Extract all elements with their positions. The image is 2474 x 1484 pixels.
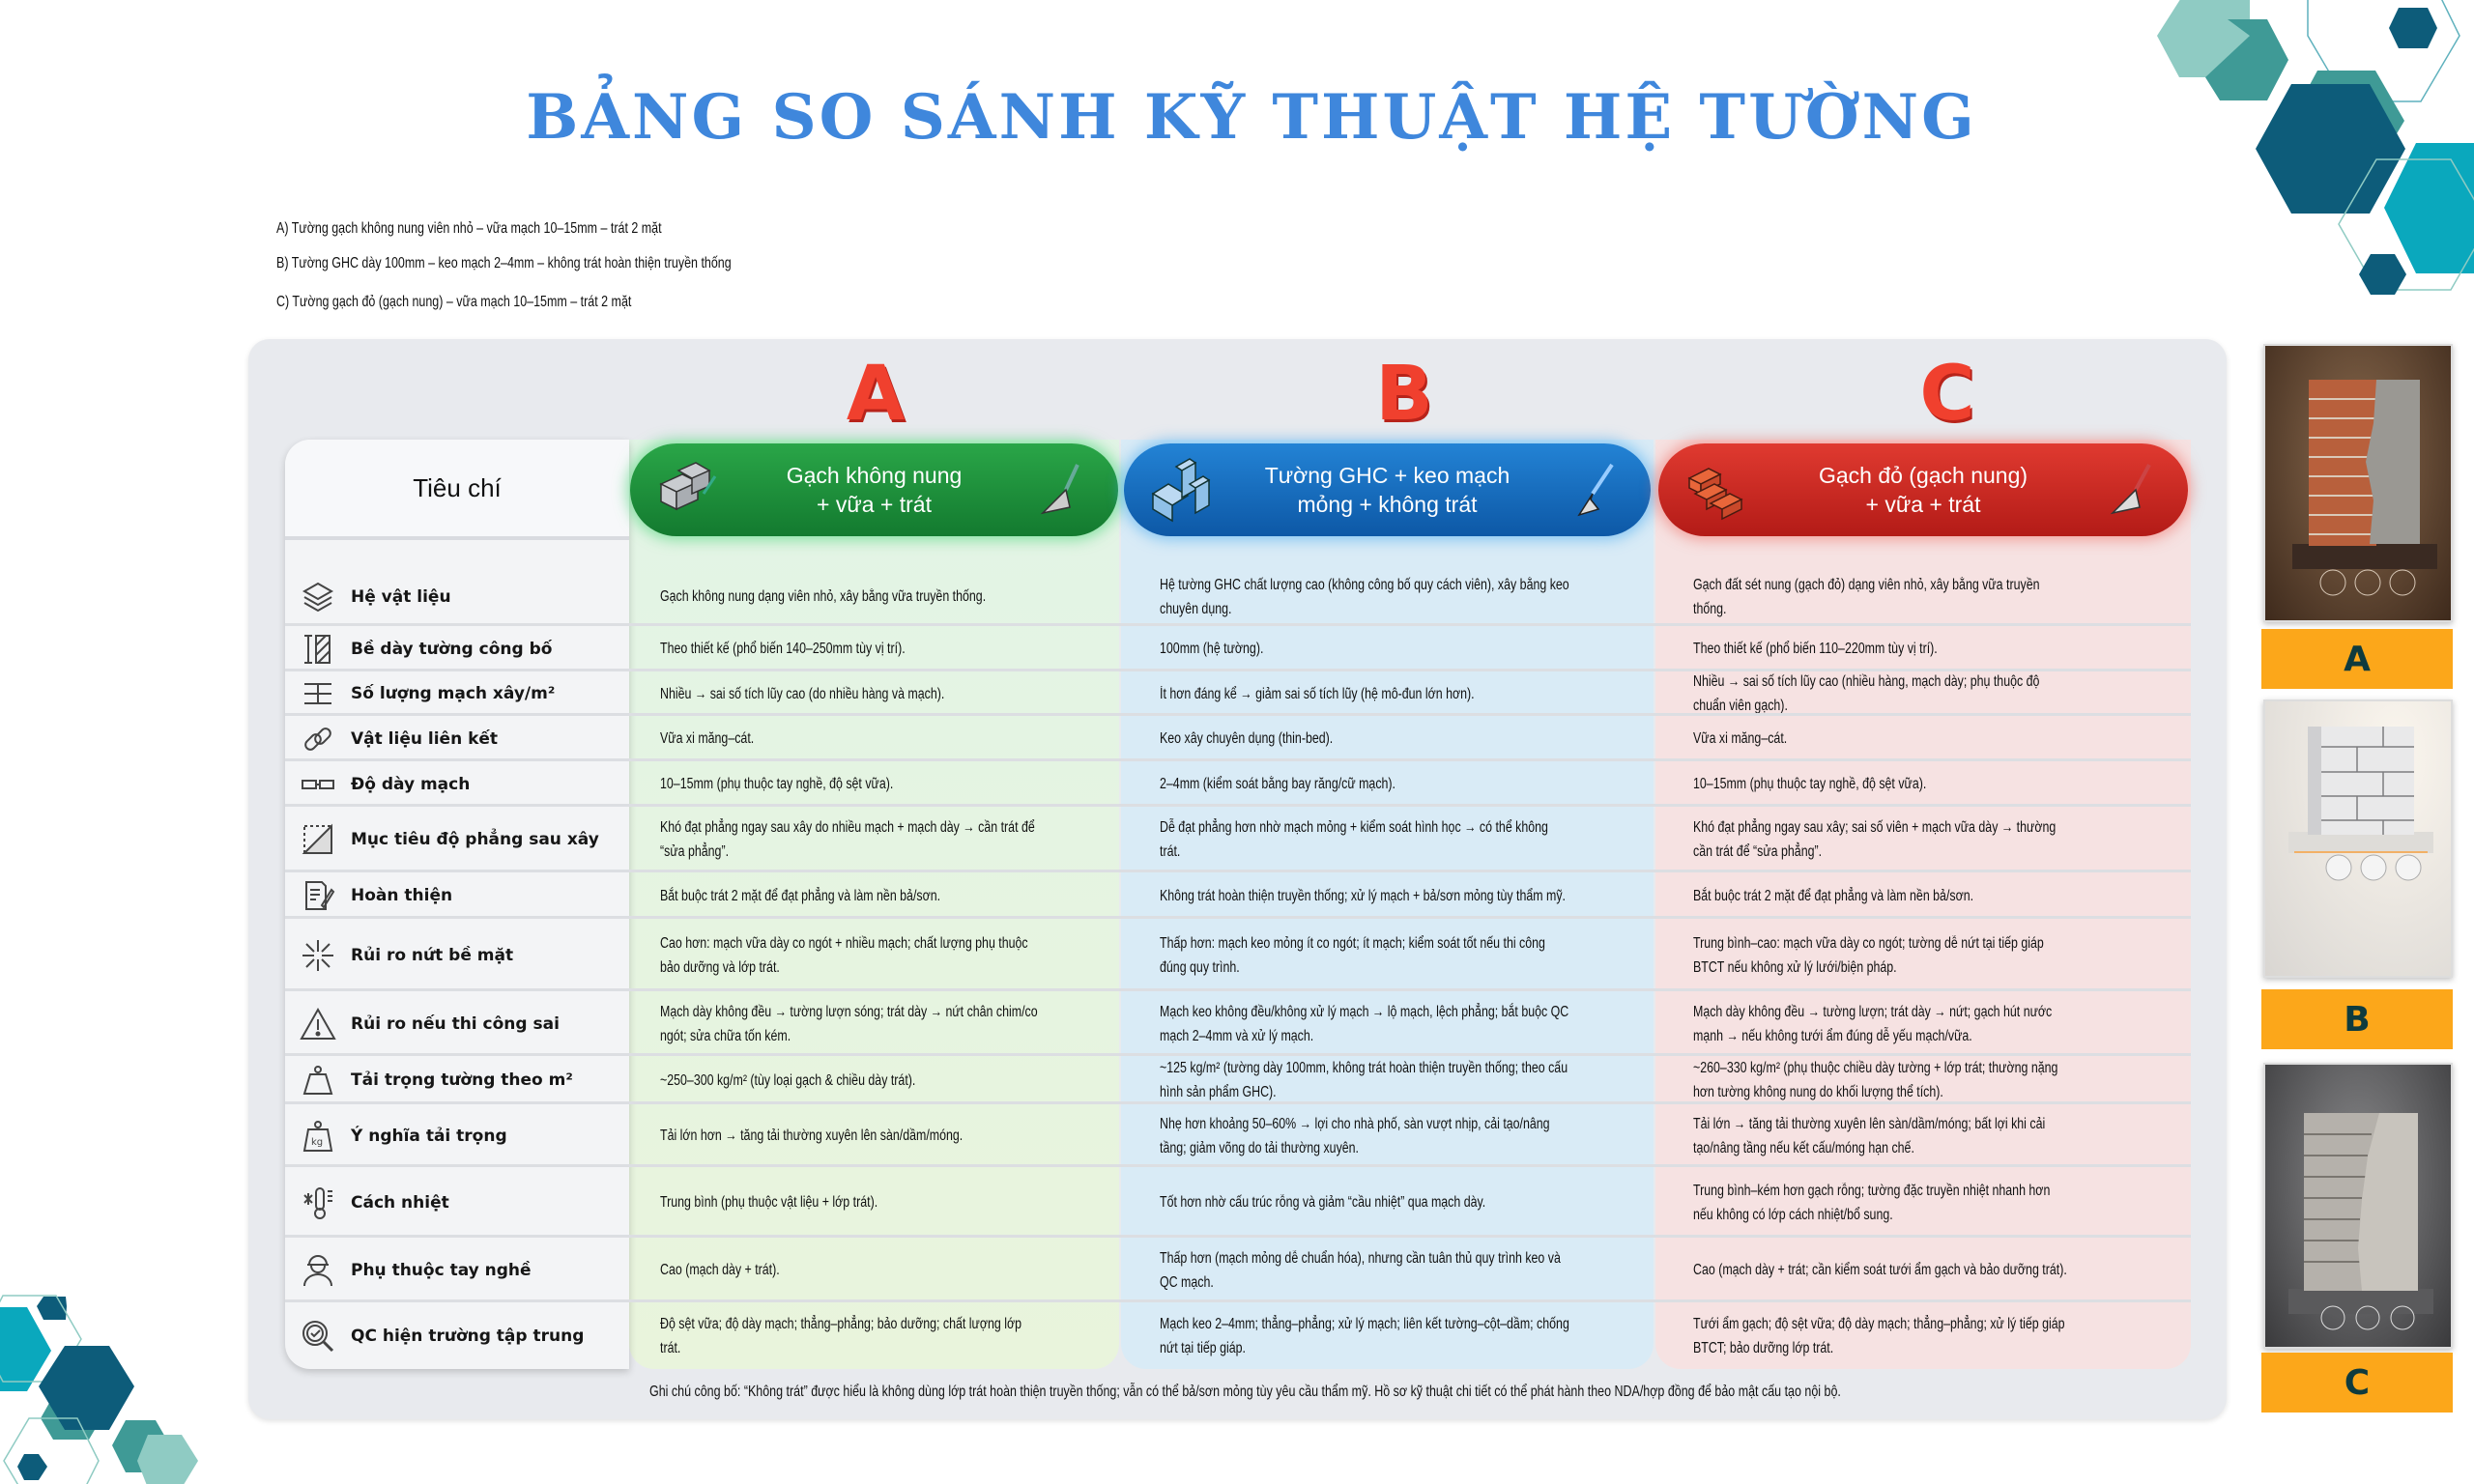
criteria-label: Tải trọng tường theo m²: [351, 1070, 573, 1090]
joint-grid-icon: [297, 672, 339, 715]
value-a: Cao (mạch dày + trát).: [660, 1262, 780, 1278]
table-row: [285, 1299, 2191, 1370]
table-row: [285, 758, 2191, 807]
value-c: Theo thiết kế (phổ biến 110–220mm tùy vị trí).: [1693, 641, 1938, 657]
column-header-c: [1658, 443, 2188, 536]
wall-image-b: [2263, 699, 2453, 978]
column-letter-b: B: [1375, 351, 1433, 438]
crack-burst-icon: [297, 934, 339, 977]
column-letter-a: A: [846, 351, 906, 438]
wall-thickness-icon: [297, 628, 339, 671]
flatness-icon: [297, 818, 339, 861]
weight-icon: [297, 1059, 339, 1101]
magnifier-check-icon: [297, 1315, 339, 1357]
column-a-title-line1: Gạch không nung: [786, 463, 963, 488]
notched-trowel-icon: [1569, 461, 1618, 519]
badge-b: B: [2261, 989, 2453, 1049]
criteria-label: Hệ vật liệu: [351, 586, 451, 607]
column-c-title-line1: Gạch đỏ (gạch nung): [1818, 463, 2028, 488]
table-row: [285, 1053, 2191, 1104]
block-wall-cracked-illustration: [2265, 1065, 2451, 1347]
criteria-label: Rủi ro nếu thi công sai: [351, 1013, 560, 1034]
badge-c: C: [2261, 1353, 2453, 1413]
legend-item-a: A) Tường gạch không nung viên nhỏ – vữa mạch 10–15mm – trát 2 mặt: [276, 220, 662, 237]
wall-image-a: [2263, 344, 2453, 622]
value-a: Trung bình (phụ thuộc vật liệu + lớp trát).: [660, 1194, 878, 1211]
value-a: ~250–300 kg/m² (tùy loại gạch & chiều dày trát).: [660, 1071, 916, 1089]
value-c: Nhiều → sai số tích lũy cao (nhiều hàng, mạch dày; phụ thuộc độ chuẩn viên gạch).: [1693, 673, 2040, 714]
value-a: Khó đạt phẳng ngay sau xây do nhiều mạch + mạch dày → cần trát để “sửa phẳng”.: [660, 819, 1035, 860]
trowel-icon: [2107, 461, 2155, 519]
table-row: [285, 713, 2191, 761]
value-b: ~125 kg/m² (tường dày 100mm, không trát hoàn thiện truyền thống; theo cấu hình sản phẩm GHC).: [1160, 1060, 1568, 1100]
table-row: [285, 1101, 2191, 1167]
table-row: [285, 570, 2191, 623]
criteria-label: Ý nghĩa tải trọng: [351, 1126, 507, 1146]
value-c: Trung bình–kém hơn gạch rỗng; tường đặc truyền nhiệt nhanh hơn nếu không có lớp cách nhiệt/bổ sung.: [1693, 1182, 2051, 1223]
warning-icon: [297, 1003, 339, 1045]
table-row: [285, 988, 2191, 1056]
value-b: Tốt hơn nhờ cấu trúc rỗng và giảm “cầu nhiệt” qua mạch dày.: [1160, 1194, 1486, 1211]
thermometer-icon: [297, 1182, 339, 1224]
value-c: Mạch dày không đều → tường lượn; trát dày → nứt; gạch hút nước mạnh → nếu không tưới ẩm đúng dễ yếu mạch/vữa.: [1693, 1003, 2053, 1044]
value-c: 10–15mm (phụ thuộc tay nghề, độ sệt vữa).: [1693, 776, 1927, 792]
hexagon-decoration-top-right: [2126, 0, 2474, 309]
column-header-b: [1124, 443, 1651, 536]
concrete-blocks-icon: [653, 455, 723, 525]
value-b: Thấp hơn: mạch keo mỏng ít co ngót; ít mạch; kiểm soát tốt nếu thi công đúng quy trình.: [1160, 934, 1545, 976]
value-b: Dễ đạt phẳng hơn nhờ mạch mỏng + kiểm soát hình học → có thể không trát.: [1160, 819, 1548, 860]
criteria-label: Rủi ro nứt bề mặt: [351, 945, 514, 965]
page-title: BẢNG SO SÁNH KỸ THUẬT HỆ TƯỜNG: [526, 81, 1977, 154]
criteria-label: Bề dày tường công bố: [351, 639, 553, 659]
finish-edit-icon: [297, 874, 339, 917]
aac-blocks-icon: [1147, 455, 1217, 525]
criteria-label: Số lượng mạch xây/m²: [351, 684, 556, 703]
table-row: [285, 1235, 2191, 1302]
criteria-header: Tiêu chí: [285, 440, 629, 540]
value-a: Theo thiết kế (phổ biến 140–250mm tùy vị trí).: [660, 641, 906, 657]
value-b: Hệ tường GHC chất lượng cao (không công bố quy cách viên), xây bằng keo chuyên dụng.: [1160, 576, 1569, 617]
value-b: 100mm (hệ tường).: [1160, 641, 1264, 657]
table-row: [285, 804, 2191, 872]
value-c: Tải lớn → tăng tải thường xuyên lên sàn/dầm/móng; bất lợi khi cải tạo/nâng tầng nếu kết cấu/móng hạn chế.: [1693, 1115, 2046, 1156]
column-a-title-line2: + vữa + trát: [817, 492, 932, 517]
table-row: [285, 870, 2191, 919]
trowel-icon: [1037, 461, 1085, 519]
value-b: Thấp hơn (mạch mỏng dễ chuẩn hóa), nhưng cần tuân thủ quy trình keo và QC mạch.: [1160, 1249, 1561, 1291]
value-a: Bắt buộc trát 2 mặt để đạt phẳng và làm nền bả/sơn.: [660, 887, 941, 904]
footnote: Ghi chú công bố: “Không trát” được hiểu là không dùng lớp trát hoàn thiện truyền thống; vẫn có thể bả/sơn mỏng tùy yêu cầu thẩm mỹ. Hồ sơ kỹ thuật chi tiết có thể phát hành theo NDA/hợp đồng để bảo mật cấu tạo nội bộ.: [649, 1384, 1841, 1400]
value-c: Tưới ẩm gạch; độ sệt vữa; độ dày mạch; thẳng–phẳng; xử lý tiếp giáp BTCT; bảo dưỡng lớp trát.: [1693, 1316, 2065, 1356]
value-b: Mạch keo không đều/không xử lý mạch → lộ mạch, lệch phẳng; bắt buộc QC mạch 2–4mm và xử lý mạch.: [1160, 1003, 1569, 1044]
column-b-title-line2: mỏng + không trát: [1297, 492, 1478, 517]
value-a: Cao hơn: mạch vữa dày co ngót + nhiều mạch; chất lượng phụ thuộc bảo dưỡng và lớp trát.: [660, 934, 1028, 976]
value-a: 10–15mm (phụ thuộc tay nghề, độ sệt vữa).: [660, 776, 894, 792]
system-legend: [276, 214, 732, 323]
value-c: Khó đạt phẳng ngay sau xây; sai số viên + mạch vữa dày → thường cần trát để “sửa phẳng”.: [1693, 819, 2057, 860]
red-bricks-icon: [1682, 455, 1751, 525]
value-c: Bắt buộc trát 2 mặt để đạt phẳng và làm nền bả/sơn.: [1693, 887, 1974, 904]
table-row: [285, 916, 2191, 991]
column-header-a: [630, 443, 1118, 536]
criteria-label: QC hiện trường tập trung: [351, 1327, 585, 1346]
criteria-label: Mục tiêu độ phẳng sau xây: [351, 830, 599, 849]
layers-icon: [297, 576, 339, 618]
value-b: 2–4mm (kiểm soát bằng bay răng/cữ mạch).: [1160, 776, 1396, 792]
value-c: Trung bình–cao: mạch vữa dày co ngót; tường dễ nứt tại tiếp giáp BTCT nếu không xử lý lưới/biện pháp.: [1693, 934, 2044, 976]
value-b: Không trát hoàn thiện truyền thống; xử lý mạch + bả/sơn mỏng tùy thẩm mỹ.: [1160, 887, 1567, 904]
legend-item-c: C) Tường gạch đỏ (gạch nung) – vữa mạch 10–15mm – trát 2 mặt: [276, 294, 632, 310]
value-c: Gạch đất sét nung (gạch đỏ) dạng viên nhỏ, xây bằng vữa truyền thống.: [1693, 576, 2040, 617]
table-row: [285, 1164, 2191, 1238]
column-c-title-line2: + vữa + trát: [1865, 492, 1981, 517]
column-b-title-line1: Tường GHC + keo mạch: [1264, 463, 1510, 488]
table-row: [285, 669, 2191, 716]
value-a: Mạch dày không đều → tường lượn sóng; trát dày → nứt chân chim/co ngót; sửa chữa tốn kém.: [660, 1003, 1038, 1044]
value-a: Vữa xi măng–cát.: [660, 730, 755, 747]
value-b: Keo xây chuyên dụng (thin-bed).: [1160, 730, 1334, 747]
criteria-label: Cách nhiệt: [351, 1192, 449, 1213]
aac-block-wall-illustration: [2265, 701, 2451, 976]
value-c: Cao (mạch dày + trát; cần kiểm soát tưới ẩm gạch và bảo dưỡng trát).: [1693, 1262, 2067, 1278]
brick-wall-illustration: [2265, 346, 2451, 620]
value-a: Gạch không nung dạng viên nhỏ, xây bằng vữa truyền thống.: [660, 588, 987, 605]
hexagon-decoration-bottom-left: [0, 1256, 232, 1484]
value-a: Độ sệt vữa; độ dày mạch; thẳng–phẳng; bảo dưỡng; chất lượng lớp trát.: [660, 1316, 1021, 1356]
criteria-label: Độ dày mạch: [351, 774, 471, 794]
wall-image-c: [2263, 1063, 2453, 1349]
criteria-label: Phụ thuộc tay nghề: [351, 1260, 532, 1280]
value-b: Nhẹ hơn khoảng 50–60% → lợi cho nhà phố, sàn vượt nhịp, cải tạo/nâng tầng; giảm võng do tải thường xuyên.: [1160, 1115, 1550, 1156]
kg-weight-icon: [297, 1115, 339, 1157]
criteria-label: Hoàn thiện: [351, 886, 453, 905]
badge-a: A: [2261, 629, 2453, 689]
svg-text:kg: kg: [311, 1136, 324, 1148]
legend-item-b: B) Tường GHC dày 100mm – keo mạch 2–4mm – không trát hoàn thiện truyền thống: [276, 255, 732, 271]
value-c: Vữa xi măng–cát.: [1693, 730, 1788, 747]
value-c: ~260–330 kg/m² (phụ thuộc chiều dày tường + lớp trát; thường nặng hơn tường không nung do khối lượng thể tích).: [1693, 1060, 2058, 1100]
value-b: Ít hơn đáng kể → giảm sai số tích lũy (hệ mô-đun lớn hơn).: [1160, 685, 1475, 702]
worker-helmet-icon: [297, 1249, 339, 1292]
criteria-label: Vật liệu liên kết: [351, 728, 499, 749]
column-letter-c: C: [1919, 351, 1975, 438]
value-b: Mạch keo 2–4mm; thẳng–phẳng; xử lý mạch; liên kết tường–cột–dầm; chống nứt tại tiếp giáp.: [1160, 1316, 1569, 1356]
table-row: [285, 623, 2191, 671]
value-a: Nhiều → sai số tích lũy cao (do nhiều hàng và mạch).: [660, 685, 945, 702]
value-a: Tải lớn hơn → tăng tải thường xuyên lên sàn/dầm/móng.: [660, 1127, 964, 1144]
link-icon: [297, 718, 339, 760]
joint-thickness-icon: [297, 763, 339, 806]
